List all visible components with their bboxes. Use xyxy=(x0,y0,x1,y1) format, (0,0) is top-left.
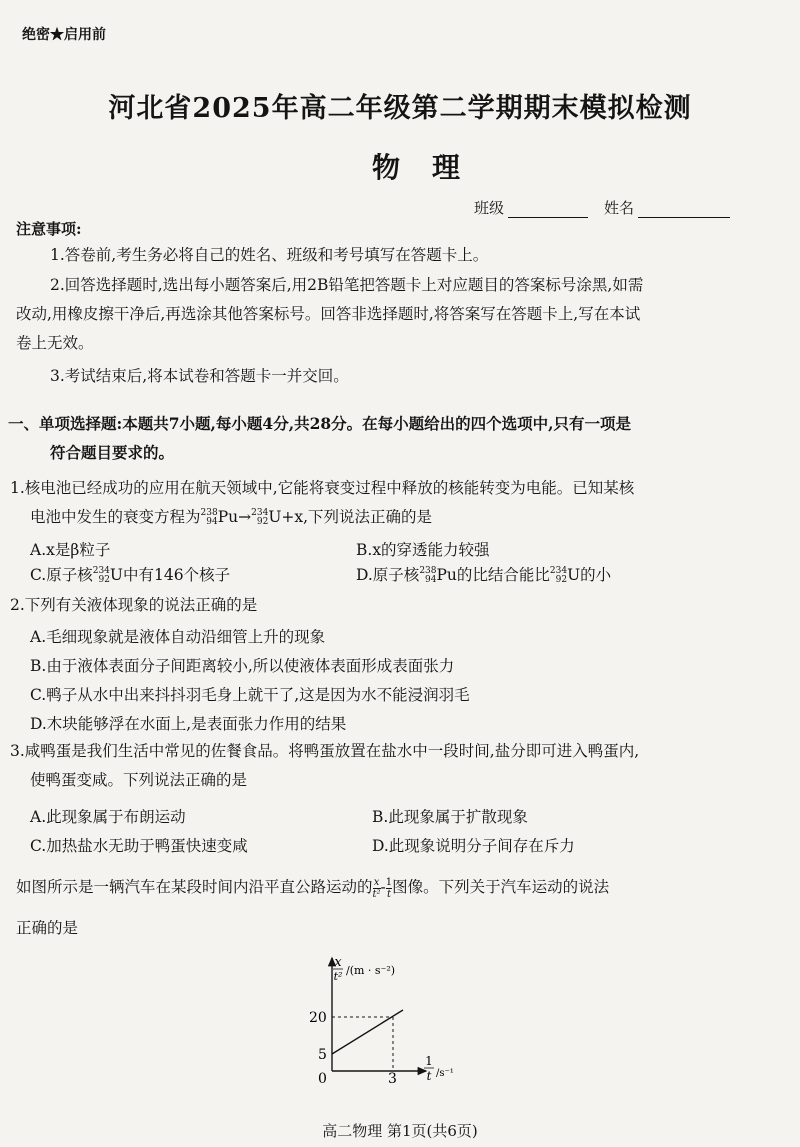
q1-stem-line-1: 1.核电池已经成功的应用在航天领域中,它能将衰变过程中释放的核能转变为电能。已知某核 xyxy=(10,479,635,497)
x-axis-unit: /s⁻¹ xyxy=(436,1068,454,1079)
section-1-heading: 一、单项选择题:本题共7小题,每小题4分,共28分。在每小题给出的四个选项中,只有一项是 xyxy=(8,414,632,433)
q1-stem-line-2 xyxy=(30,502,432,532)
q3-option-b: B.此现象属于扩散现象 xyxy=(372,808,528,826)
q2-option-b: B.由于液体表面分子间距离较小,所以使液体表面形成表面张力 xyxy=(30,657,455,675)
name-blank xyxy=(638,203,730,218)
q4-fraction-1-over-t: $\frac{1}{t}$ xyxy=(385,876,393,900)
confidential-mark: 绝密★启用前 xyxy=(22,27,106,43)
q3-option-c: C.加热盐水无助于鸭蛋快速变咸 xyxy=(30,837,248,855)
q1-pu-nucleon-numbers: 238 94 xyxy=(200,508,218,527)
notice-item-1: 1.答卷前,考生务必将自己的姓名、班级和考号填写在答题卡上。 xyxy=(50,246,489,264)
q2-stem: 2.下列有关液体现象的说法正确的是 xyxy=(10,596,258,614)
q2-option-a: A.毛细现象就是液体自动沿细管上升的现象 xyxy=(30,628,326,646)
x-axis-label-num: 1 xyxy=(425,1054,433,1068)
q3-option-d: D.此现象说明分子间存在斥力 xyxy=(372,837,575,855)
q1-arrow: → xyxy=(238,508,252,526)
q3-stem-line-1: 3.咸鸭蛋是我们生活中常见的佐餐食品。将鸭蛋放置在盐水中一段时间,盐分即可进入鸭蛋内, xyxy=(10,742,640,760)
q4-stem-line-1: 如图所示是一辆汽车在某段时间内沿平直公路运动的 $\frac{x}{\text{t²}}$ - $\frac{1}{t}$ 图像。下列关于汽车运动的说法 xyxy=(16,876,610,900)
xt2-vs-1t-graph xyxy=(290,950,490,1090)
section-1-heading-cont: 符合题目要求的。 xyxy=(50,443,175,462)
q1-option-c: C.原子核 234 92 U中有146个核子 xyxy=(30,566,231,585)
q1-stem-prefix: 电池中发生的衰变方程为 xyxy=(30,508,201,526)
origin-label: 0 xyxy=(318,1071,327,1087)
q1-option-d: D.原子核 238 94 Pu的比结合能比 234 92 U的小 xyxy=(356,566,612,585)
class-blank xyxy=(508,203,588,218)
q1-stem-suffix: +x,下列说法正确的是 xyxy=(281,508,433,526)
y-axis-unit: /(m · s⁻²) xyxy=(346,964,396,977)
y-axis-label-den: t² xyxy=(333,970,343,983)
y-tick-20: 20 xyxy=(309,1010,327,1026)
name-label: 姓名 xyxy=(604,199,635,217)
class-field xyxy=(474,197,588,218)
name-field xyxy=(604,197,730,218)
q1-option-b: B.x的穿透能力较强 xyxy=(356,541,490,559)
q3-stem-line-2: 使鸭蛋变咸。下列说法正确的是 xyxy=(30,771,248,789)
data-line xyxy=(332,1010,403,1054)
notice-item-2-line-1: 2.回答选择题时,选出每小题答案后,用2B铅笔把答题卡上对应题目的答案标号涂黑,如需 xyxy=(50,276,644,294)
subject-title: 物理 xyxy=(371,151,492,184)
exam-title: 河北省2025年高二年级第二学期期末模拟检测 xyxy=(108,93,692,124)
page-footer: 高二物理 第1页(共6页) xyxy=(322,1122,478,1140)
notice-item-2-line-2: 改动,用橡皮擦干净后,再选涂其他答案标号。回答非选择题时,将答案写在答题卡上,写在本试 xyxy=(16,305,641,323)
notice-heading: 注意事项: xyxy=(16,220,82,238)
q1-u-nucleon-numbers: 234 92 xyxy=(251,508,269,527)
q2-option-c: C.鸭子从水中出来抖抖羽毛身上就干了,这是因为水不能浸润羽毛 xyxy=(30,686,470,704)
q4-fraction-x-over-t2: $\frac{x}{\text{t²}}$ xyxy=(372,876,381,900)
x-tick-3: 3 xyxy=(388,1071,397,1087)
y-tick-5: 5 xyxy=(318,1047,327,1063)
notice-item-3: 3.考试结束后,将本试卷和答题卡一并交回。 xyxy=(50,367,349,385)
class-label: 班级 xyxy=(474,199,505,217)
q2-option-d: D.木块能够浮在水面上,是表面张力作用的结果 xyxy=(30,715,347,733)
q1-option-a: A.x是β粒子 xyxy=(30,541,111,559)
q3-option-a: A.此现象属于布朗运动 xyxy=(30,808,186,826)
x-axis-label-den: t xyxy=(426,1069,432,1083)
q1-u-symbol: U xyxy=(268,508,282,526)
notice-item-2-line-3: 卷上无效。 xyxy=(16,334,94,352)
q1-pu-symbol: Pu xyxy=(217,508,239,526)
q4-stem-line-2: 正确的是 xyxy=(16,919,79,937)
y-axis-label-num: x xyxy=(334,955,342,970)
